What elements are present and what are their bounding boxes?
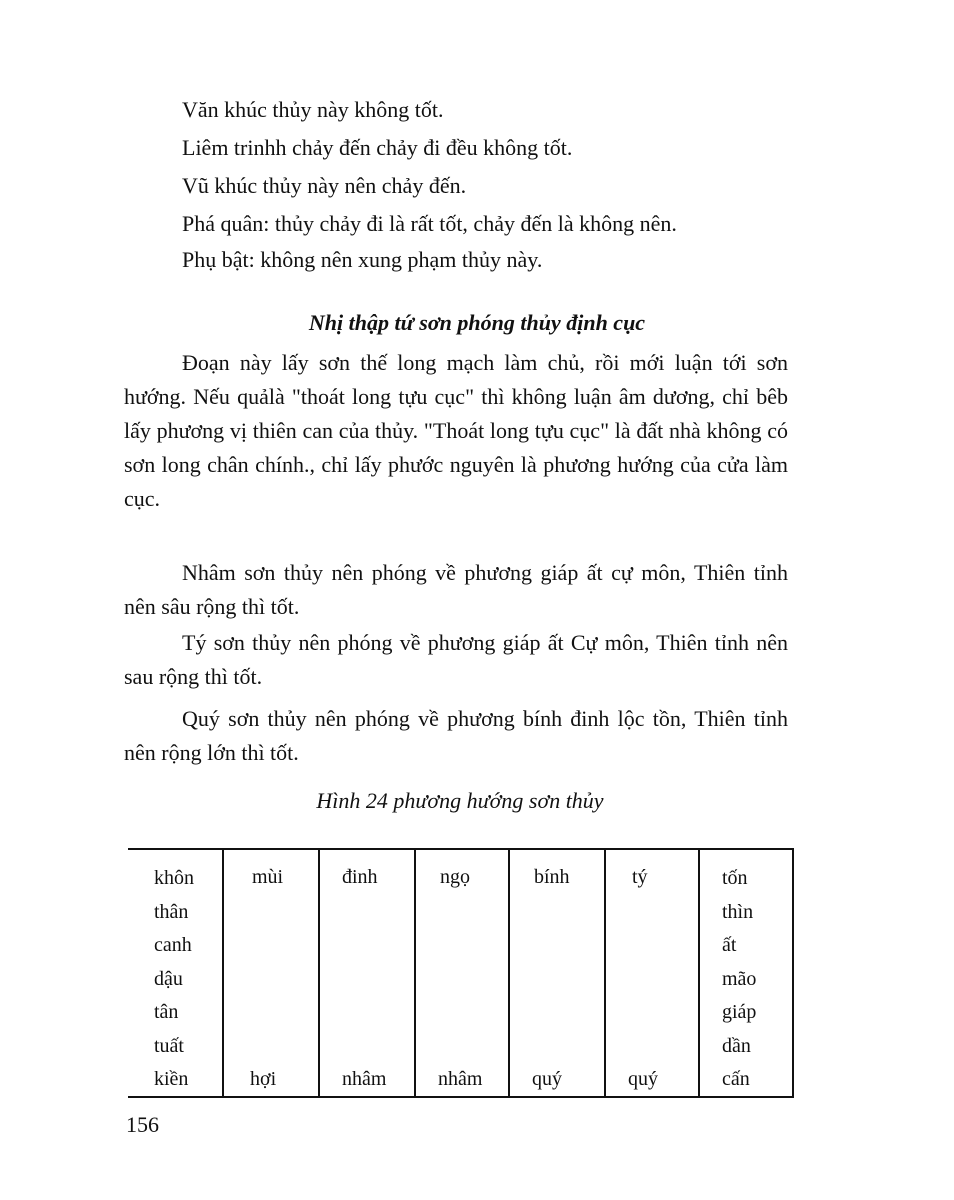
section-heading: Nhị thập tứ sơn phóng thủy định cục <box>308 310 646 335</box>
table-cell: giáp <box>722 1001 757 1023</box>
intro-line: Phá quân: thủy chảy đi là rất tốt, chảy đến là không nên. <box>182 211 677 236</box>
table-cell-top: đinh <box>342 866 378 888</box>
figure-caption: Hình 24 phương hướng sơn thủy <box>316 788 604 813</box>
table-column-right <box>722 862 756 1097</box>
table-bottom-border <box>128 1096 794 1098</box>
table-cell-bottom: nhâm <box>342 1068 387 1090</box>
table-column-left <box>154 862 194 1097</box>
column-divider <box>222 848 224 1098</box>
table-cell: dần <box>722 1034 751 1057</box>
column-divider <box>508 848 510 1098</box>
table-cell: tuất <box>154 1034 184 1057</box>
table-cell-top: ngọ <box>440 866 470 888</box>
table-cell-top: tý <box>632 866 648 888</box>
intro-line: Phụ bật: không nên xung phạm thủy này. <box>182 247 543 272</box>
intro-line: Văn khúc thủy này không tốt. <box>182 97 444 122</box>
paragraph: Quý sơn thủy nên phóng về phương bính đinh lộc tồn, Thiên tỉnh nên rộng lớn thì tốt. <box>124 706 788 765</box>
table-cell: canh <box>154 934 192 956</box>
table-cell: tân <box>154 1001 179 1023</box>
intro-line: Vũ khúc thủy này nên chảy đến. <box>182 173 467 198</box>
paragraph: Đoạn này lấy sơn thế long mạch làm chủ, rồi mới luận tới sơn hướng. Nếu quảlà "thoát long tựu cục" thì không luận âm dương, chỉ bêb lấy phương vị thiên can của thủy. "Thoát long tựu cục" là đất nhà không có sơn long chân chính., chỉ lấy phước nguyên là phương hướng của cửa làm cục. <box>124 350 788 511</box>
table-cell: ất <box>722 934 737 956</box>
table-cell: cấn <box>722 1068 750 1090</box>
column-divider <box>414 848 416 1098</box>
page-number: 156 <box>126 1112 159 1137</box>
column-divider <box>698 848 700 1098</box>
column-divider <box>792 848 794 1098</box>
table-cell-top: bính <box>534 866 570 888</box>
table-cell: mão <box>722 967 757 990</box>
table-cell: dậu <box>154 967 183 990</box>
table-cell-bottom: hợi <box>250 1068 277 1090</box>
table-cell-bottom: nhâm <box>438 1068 483 1090</box>
table-cell-top: mùi <box>252 866 284 888</box>
direction-table <box>128 848 794 1098</box>
column-divider <box>318 848 320 1098</box>
table-cell: thìn <box>722 900 754 923</box>
paragraph: Tý sơn thủy nên phóng về phương giáp ất Cự môn, Thiên tỉnh nên sau rộng thì tốt. <box>124 630 788 689</box>
intro-line: Liêm trinhh chảy đến chảy đi đều không tốt. <box>182 135 573 160</box>
table-top-border <box>128 848 794 850</box>
table-cell: kiền <box>154 1068 189 1090</box>
table-cell: tốn <box>722 867 748 889</box>
table-cell: thân <box>154 900 189 923</box>
column-divider <box>604 848 606 1098</box>
paragraph: Nhâm sơn thủy nên phóng về phương giáp ất cự môn, Thiên tỉnh nên sâu rộng thì tốt. <box>124 560 788 619</box>
table-cell-bottom: quý <box>532 1068 562 1090</box>
table-cell-bottom: quý <box>628 1068 658 1090</box>
table-cell: khôn <box>154 867 194 889</box>
